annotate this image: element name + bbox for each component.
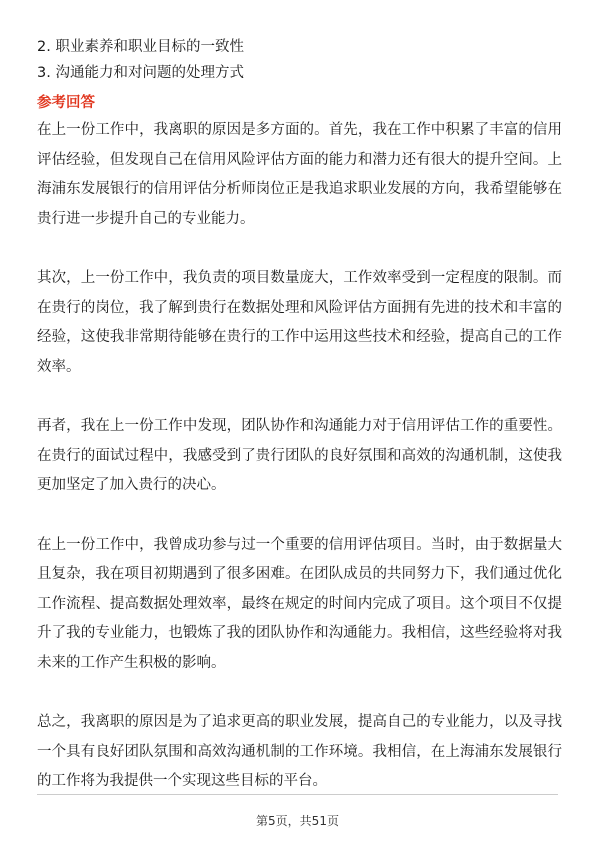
paragraph-5: 总之，我离职的原因是为了追求更高的职业发展，提高自己的专业能力，以及寻找一个具有良好团队氛围和高效沟通机制的工作环境。我相信，在上海浦东发展银行的工作将为我提供一个实现这些目标的平台。 [37,714,562,789]
answer-heading: 参考回答 [37,95,95,111]
paragraph-spacer [37,501,562,531]
list-item-2: 2. 职业素养和职业目标的一致性 [37,39,244,55]
paragraph-4: 在上一份工作中，我曾成功参与过一个重要的信用评估项目。当时，由于数据量大且复杂，我在项目初期遇到了很多困难。在团队成员的共同努力下，我们通过优化工作流程、提高数据处理效率，最终在规定的时间内完成了项目。这个项目不仅提升了我的专业能力，也锻炼了我的团队协作和沟通能力。我相信，这些经验将对我未来的工作产生积极的影响。 [37,536,562,671]
paragraph-spacer [37,234,562,264]
paragraph-spacer [37,678,562,708]
page-number: 第5页，共51页 [256,814,339,828]
paragraph-3: 再者，我在上一份工作中发现，团队协作和沟通能力对于信用评估工作的重要性。在贵行的面试过程中，我感受到了贵行团队的良好氛围和高效的沟通机制，这使我更加坚定了加入贵行的决心。 [37,418,562,493]
paragraph-1: 在上一份工作中，我离职的原因是多方面的。首先，我在工作中积累了丰富的信用评估经验，但发现自己在信用风险评估方面的能力和潜力还有很大的提升空间。上海浦东发展银行的信用评估分析师岗位正是我追求职业发展的方向，我希望能够在贵行进一步提升自己的专业能力。 [37,122,562,227]
document-body [37,34,562,797]
paragraph-2: 其次，上一份工作中，我负责的项目数量庞大，工作效率受到一定程度的限制。而在贵行的岗位，我了解到贵行在数据处理和风险评估方面拥有先进的技术和丰富的经验，这使我非常期待能够在贵行的工作中运用这些技术和经验，提高自己的工作效率。 [37,270,562,375]
list-item-3: 3. 沟通能力和对问题的处理方式 [37,65,244,81]
footer-divider [37,794,558,795]
paragraph-spacer [37,382,562,412]
